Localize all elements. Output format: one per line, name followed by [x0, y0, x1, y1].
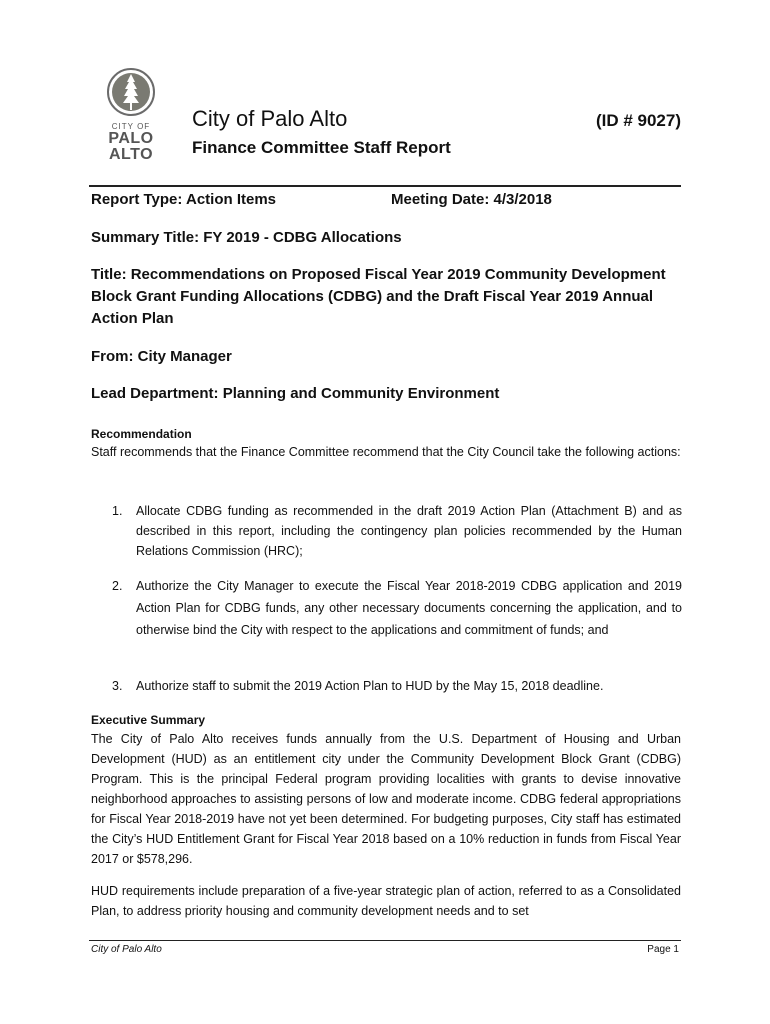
recommendation-intro: Staff recommends that the Finance Committee recommend that the City Council take the following actions:: [91, 445, 681, 459]
logo-city-of: CITY OF: [111, 122, 151, 131]
list-item-number: 2.: [112, 579, 123, 593]
footer-divider: [89, 940, 681, 941]
summary-title: Summary Title: FY 2019 - CDBG Allocations: [91, 229, 402, 246]
header-divider: [89, 185, 681, 187]
executive-summary-paragraph: The City of Palo Alto receives funds annually from the U.S. Department of Housing and Urban Development (HUD) as an entitlement city under the Community Development Block Grant (CDBG) Program. This is the principal Federal program providing localities with grants to devise innovative neighborhood approaches to assisting persons of low and moderate income. CDBG federal appropriations for Fiscal Year 2018-2019 have not yet been determined. For budgeting purposes, City staff has estimated the City’s HUD Entitlement Grant for Fiscal Year 2018 based on a 10% reduction in funds from Fiscal Year 2017 or $578,296.: [91, 732, 681, 866]
meeting-date: Meeting Date: 4/3/2018: [391, 191, 552, 208]
report-type: Report Type: Action Items: [91, 191, 277, 208]
report-subtitle: Finance Committee Staff Report: [192, 138, 451, 157]
item-title: Title: Recommendations on Proposed Fiscal Year 2019 Community Development Block Grant Funding Allocations (CDBG) and the Draft Fiscal Year 2019 Annual Action Plan: [91, 266, 666, 327]
list-item-number: 1.: [112, 504, 123, 518]
city-logo: [106, 66, 156, 163]
logo-alto: ALTO: [108, 146, 154, 163]
executive-summary-heading: Executive Summary: [91, 713, 206, 727]
list-item-number: 3.: [112, 679, 123, 693]
list-item-text: Authorize staff to submit the 2019 Action Plan to HUD by the May 15, 2018 deadline.: [136, 679, 604, 693]
recommendation-heading: Recommendation: [91, 427, 192, 441]
tree-seal-icon: [106, 66, 156, 120]
list-item-text: Authorize the City Manager to execute the Fiscal Year 2018-2019 CDBG application and 2019 Action Plan for CDBG funds, any other necessary documents concerning the application, and to otherwise bind the City with respect to the applications and commitment of funds; and: [136, 579, 682, 637]
executive-summary-paragraph: HUD requirements include preparation of a five-year strategic plan of action, referred to as a Consolidated Plan, to address priority housing and community development needs and to set: [91, 884, 681, 918]
report-title: City of Palo Alto: [192, 106, 348, 131]
list-item: [112, 501, 682, 561]
report-id: (ID # 9027): [595, 111, 681, 130]
list-item: [112, 676, 682, 696]
lead-department: Lead Department: Planning and Community Environment: [91, 385, 500, 402]
from-line: From: City Manager: [91, 348, 232, 365]
page-number: Page 1: [647, 944, 679, 955]
logo-palo: PALO: [108, 130, 154, 147]
list-item: [112, 575, 682, 641]
list-item-text: Allocate CDBG funding as recommended in the draft 2019 Action Plan (Attachment B) and as described in this report, including the contingency plan policies recommended by the Human Relations Commission (HRC);: [136, 504, 682, 558]
footer-org: City of Palo Alto: [91, 944, 162, 955]
